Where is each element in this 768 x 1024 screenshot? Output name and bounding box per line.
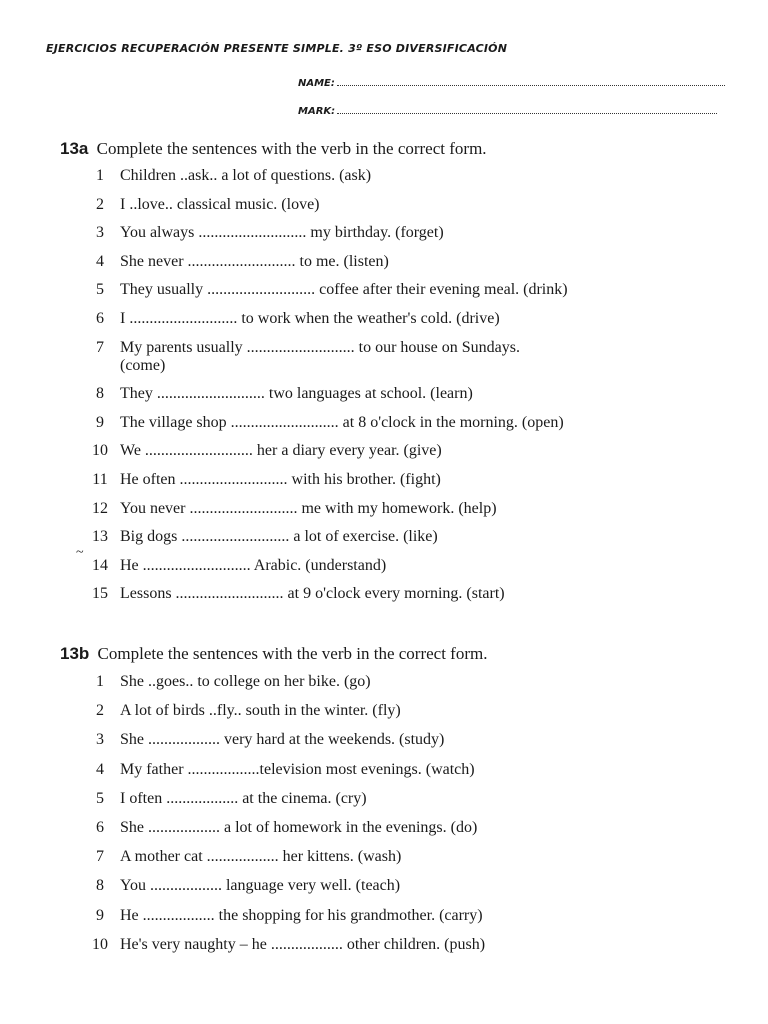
item-text: She never ........................... to me. (listen) [120, 252, 389, 270]
item-text: You never ........................... me with my homework. (help) [120, 499, 497, 517]
item-number: 2 [96, 702, 104, 720]
item-number: 2 [96, 195, 104, 213]
item-text: The village shop ........................... at 8 o'clock in the morning. (open) [120, 413, 564, 431]
item-number: 5 [96, 281, 104, 299]
mark-field[interactable] [298, 104, 717, 117]
item-number: 6 [96, 309, 104, 327]
item-number: 10 [92, 935, 108, 953]
exercise-item [88, 500, 728, 529]
item-text: She ..goes.. to college on her bike. (go) [120, 673, 371, 690]
section-number: 13a [60, 139, 89, 158]
section-13b-heading [60, 644, 487, 664]
exercise-item [88, 848, 728, 877]
item-text: I often .................. at the cinema. (cry) [120, 789, 367, 807]
item-text: She .................. a lot of homework in the evenings. (do) [120, 818, 478, 836]
exercise-item [88, 907, 728, 936]
item-number: 8 [96, 385, 104, 403]
item-text: I ........................... to work when the weather's cold. (drive) [120, 309, 500, 327]
exercise-item [88, 528, 728, 557]
item-number: 5 [96, 789, 104, 807]
section-instruction: Complete the sentences with the verb in the correct form. [96, 139, 487, 158]
item-text: They usually ........................... coffee after their evening meal. (drink) [120, 281, 568, 299]
name-field[interactable] [298, 76, 725, 89]
exercise-item [88, 224, 728, 253]
exercise-item [88, 761, 728, 790]
item-number: 12 [92, 499, 108, 517]
item-number: 9 [96, 413, 104, 431]
exercise-item [88, 936, 728, 965]
section-instruction: Complete the sentences with the verb in the correct form. [97, 644, 488, 663]
item-number: 8 [96, 877, 104, 895]
exercise-item [88, 585, 728, 614]
item-text: He's very naughty – he .................. other children. (push) [120, 935, 486, 953]
item-text: A mother cat .................. her kittens. (wash) [120, 848, 402, 866]
item-number: 6 [96, 818, 104, 836]
item-text: Big dogs ........................... a lot of exercise. (like) [120, 528, 438, 546]
item-text: Lessons ........................... at 9 o'clock every morning. (start) [120, 585, 505, 603]
item-number: 3 [96, 224, 104, 242]
worksheet-title: EJERCICIOS RECUPERACIÓN PRESENTE SIMPLE. 3º ESO DIVERSIFICACIÓN [46, 42, 508, 55]
exercise-item [88, 310, 728, 339]
item-number: 3 [96, 731, 104, 749]
item-number: 4 [96, 252, 104, 270]
item-number: 11 [92, 470, 108, 488]
mark-label: MARK: [298, 106, 336, 117]
handwritten-tick-mark: ~ [76, 545, 84, 560]
section-number: 13b [60, 644, 90, 663]
exercise-item [88, 819, 728, 848]
item-number: 15 [92, 585, 108, 603]
item-number: 14 [92, 556, 108, 574]
item-continuation: (come) [120, 356, 166, 374]
item-text: She .................. very hard at the weekends. (study) [120, 731, 445, 749]
item-text: I ..love.. classical music. (love) [120, 195, 320, 213]
exercise-item [88, 790, 728, 819]
item-text: He .................. the shopping for his grandmother. (carry) [120, 906, 483, 924]
exercise-item [88, 731, 728, 760]
item-text: My father ..................television most evenings. (watch) [120, 760, 475, 778]
exercise-item [88, 167, 728, 196]
item-text: You .................. language very well. (teach) [120, 877, 401, 895]
exercise-item [88, 442, 728, 471]
section-13a-list [88, 167, 728, 614]
item-number: 10 [92, 442, 108, 460]
name-line[interactable] [337, 76, 725, 86]
exercise-item [88, 339, 728, 386]
exercise-item [88, 877, 728, 906]
name-label: NAME: [298, 78, 335, 89]
item-number: 7 [96, 338, 104, 356]
item-text: They ........................... two languages at school. (learn) [120, 385, 473, 403]
item-text: A lot of birds ..fly.. south in the winter. (fly) [120, 702, 401, 720]
exercise-item [88, 414, 728, 443]
item-number: 7 [96, 848, 104, 866]
section-13a-heading [60, 139, 487, 159]
item-text: Children ..ask.. a lot of questions. (ask) [120, 167, 372, 184]
item-text: My parents usually ........................... to our house on Sundays. [120, 338, 520, 356]
item-text: He often ........................... with his brother. (fight) [120, 470, 441, 488]
item-text: He ........................... Arabic. (understand) [120, 556, 387, 574]
item-text: You always ........................... my birthday. (forget) [120, 224, 444, 242]
item-number: 1 [96, 167, 104, 184]
item-number: 4 [96, 760, 104, 778]
mark-line[interactable] [337, 104, 717, 114]
exercise-item [88, 702, 728, 731]
exercise-item [88, 281, 728, 310]
exercise-item [88, 557, 728, 586]
item-number: 1 [96, 673, 104, 690]
exercise-item [88, 385, 728, 414]
exercise-item [88, 196, 728, 225]
exercise-item [88, 673, 728, 702]
exercise-item [88, 471, 728, 500]
exercise-item [88, 253, 728, 282]
section-13b-list [88, 673, 728, 965]
item-number: 9 [96, 906, 104, 924]
item-text: We ........................... her a diary every year. (give) [120, 442, 442, 460]
item-number: 13 [92, 528, 108, 546]
